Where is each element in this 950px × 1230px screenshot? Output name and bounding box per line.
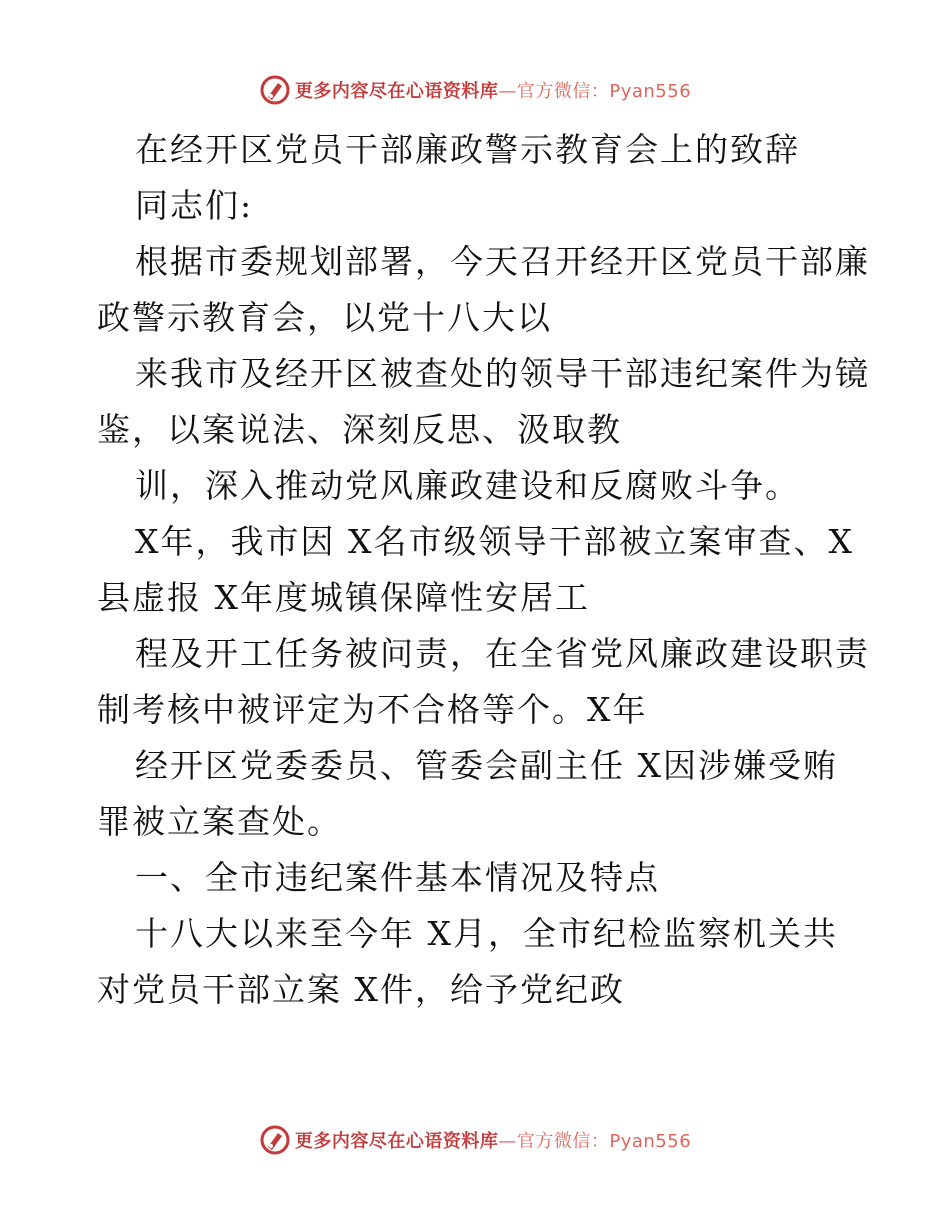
text-line: 十八大以来至今年 X月，全市纪检监察机关共 — [135, 914, 838, 953]
watermark-main-text: 更多内容尽在心语资料库 — [294, 1131, 499, 1152]
text-line: 一、全市违纪案件基本情况及特点 — [135, 858, 660, 897]
watermark-main-text: 更多内容尽在心语资料库 — [294, 81, 499, 102]
text-line: X年，我市因 X名市级领导干部被立案审查、X — [135, 522, 854, 561]
text-line: 同志们: — [135, 186, 254, 225]
pen-nib-logo-icon — [259, 1124, 291, 1156]
footer-watermark — [0, 1120, 950, 1160]
text-line: 政警示教育会，以党十八大以 — [97, 298, 552, 337]
text-line: 来我市及经开区被查处的领导干部违纪案件为镜 — [135, 354, 870, 393]
text-line: 鉴，以案说法、深刻反思、汲取教 — [97, 410, 622, 449]
watermark-text — [295, 1127, 691, 1153]
watermark-sub-text: —官方微信：Pyan556 — [498, 81, 692, 102]
text-line: 县虚报 X年度城镇保障性安居工 — [97, 578, 590, 617]
watermark-sub-text: —官方微信：Pyan556 — [498, 1131, 692, 1152]
pen-nib-logo-icon — [259, 74, 291, 106]
document-title: 在经开区党员干部廉政警示教育会上的致辞 — [135, 130, 800, 169]
watermark-text — [295, 77, 691, 103]
text-line: 对党员干部立案 X件，给予党纪政 — [97, 970, 625, 1009]
text-line: 根据市委规划部署，今天召开经开区党员干部廉 — [135, 242, 870, 281]
text-line: 制考核中被评定为不合格等个。X年 — [97, 690, 648, 729]
text-line: 训，深入推动党风廉政建设和反腐败斗争。 — [135, 466, 800, 505]
text-line: 程及开工任务被问责，在全省党风廉政建设职责 — [135, 634, 870, 673]
text-line: 经开区党委委员、管委会副主任 X因涉嫌受贿 — [135, 746, 838, 785]
document-body — [97, 122, 870, 1018]
text-line: 罪被立案查处。 — [97, 802, 342, 841]
header-watermark — [0, 70, 950, 110]
